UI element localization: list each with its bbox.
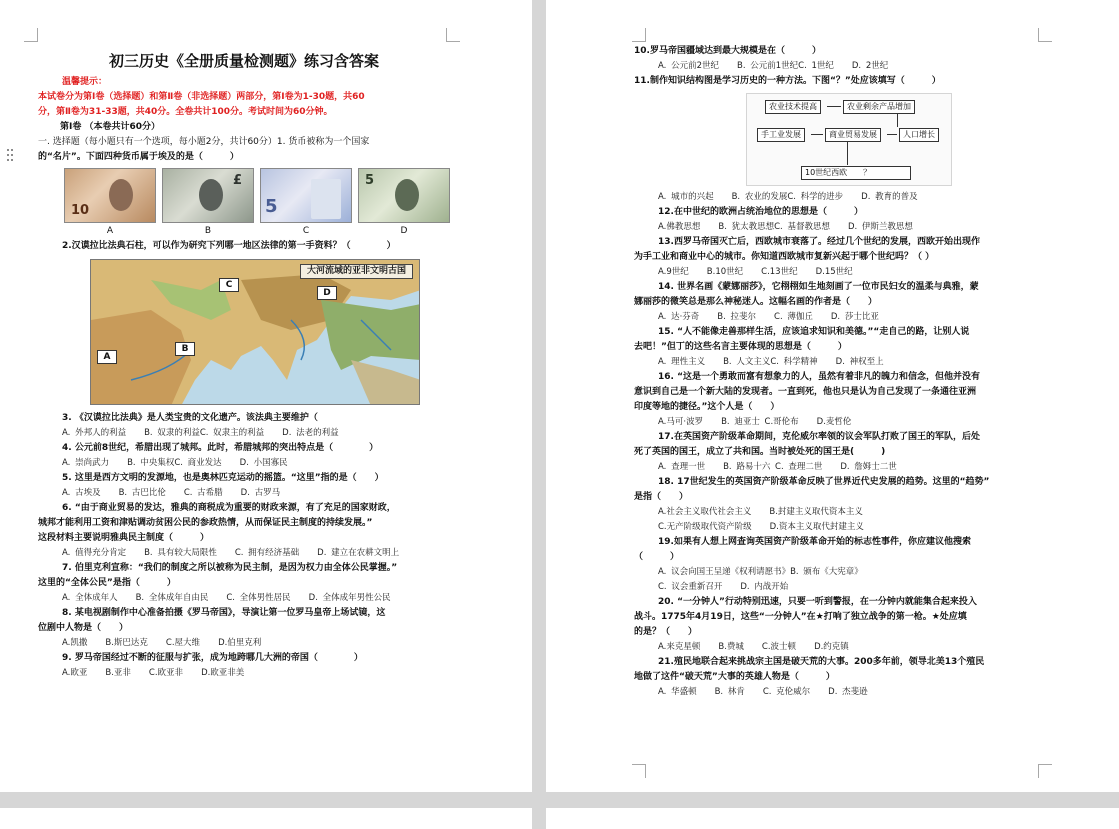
- map-terrain: [91, 260, 420, 405]
- option: B. 全体成年自由民: [135, 593, 209, 603]
- option: B. 路易十六 C. 查理二世: [723, 462, 823, 472]
- question-line: （ ）: [634, 552, 680, 562]
- left-question-list: [38, 411, 450, 681]
- diagram-box-trade: 商业贸易发展: [825, 128, 881, 142]
- option: C.无产阶级取代资产阶级: [658, 522, 752, 532]
- option: B. 犹太教思想C. 基督教思想: [718, 222, 830, 232]
- question-10-options: [634, 59, 1044, 74]
- option: B. 农业的发展C. 科学的进步: [731, 192, 844, 202]
- question-options: [634, 460, 1044, 475]
- map-label-c: C: [219, 278, 239, 292]
- crop-mark-top-right: [446, 28, 460, 42]
- question-line: 7. 伯里克利宣称：“我们的制度之所以被称为民主制，是因为权力由全体公民掌握。”: [62, 563, 398, 573]
- crop-mark-top-left: [632, 28, 646, 42]
- crop-mark-bottom-left: [632, 764, 646, 778]
- option: A. 崇尚武力: [62, 458, 110, 468]
- option: D.欧亚非美: [201, 668, 245, 678]
- warning-line: 分，第Ⅱ卷为31-33题，共40分。全卷共计100分。考试时间为60分钟。: [38, 107, 333, 117]
- document-page-left: [0, 0, 532, 792]
- option: C.13世纪: [761, 267, 798, 277]
- option: C. 全体男性居民: [226, 593, 291, 603]
- banknote-c-image: 5: [260, 168, 352, 223]
- option: B.亚非: [105, 668, 131, 678]
- question-options: [634, 415, 1044, 430]
- option: C. 拥有经济基础: [234, 548, 300, 558]
- question-line: 4. 公元前8世纪，希腊出现了城邦。此时，希腊城邦的突出特点是（ ）: [62, 443, 379, 453]
- crop-mark-bottom-right: [1038, 764, 1052, 778]
- question-1-line: 一. 选择题（每小题只有一个选项，每小题2分，共计60分）1. 货币被称为一个国家: [38, 137, 370, 147]
- map-label-b: B: [175, 342, 195, 356]
- option: B. 拉斐尔: [717, 312, 757, 322]
- option: D. 伊斯兰教思想: [847, 222, 913, 232]
- question-options: [634, 580, 1044, 595]
- question-line: 城邦才能利用工资和津贴调动贫困公民的参政热情，从而保证民主制度的持续发展。”: [38, 518, 373, 528]
- option: B. 古巴比伦: [118, 488, 166, 498]
- option: D. 全体成年男性公民: [308, 593, 391, 603]
- option: A. 外邦人的利益: [62, 428, 127, 438]
- question-line: 地做了这件“破天荒”大事的英雄人物是（ ）: [634, 672, 835, 682]
- option: A.马可·波罗: [658, 417, 704, 427]
- diagram-box-surplus: 农业剩余产品增加: [843, 100, 915, 114]
- option: A.9世纪: [658, 267, 689, 277]
- banknote-images: [38, 168, 450, 223]
- banknote-label: A: [106, 226, 114, 236]
- option: C.欧亚非: [148, 668, 184, 678]
- banknote-b-image: £: [162, 168, 254, 223]
- option: A.欧亚: [62, 668, 88, 678]
- question-line: 6. “由于商业贸易的发达，雅典的商税成为重要的财政来源，有了充足的国家财政，: [62, 503, 396, 513]
- banknote-labels: [38, 224, 450, 239]
- question-options: [634, 355, 1044, 370]
- question-options: [634, 685, 1044, 700]
- question-line: 的是？（ ）: [634, 627, 698, 637]
- banknote-label: D: [400, 226, 408, 236]
- question-line: 14. 世界名画《蒙娜丽莎》，它栩栩如生地刻画了一位市民妇女的温柔与典雅，蒙: [658, 282, 979, 292]
- ancient-civilizations-map: [90, 259, 420, 405]
- question-line: 去吧！”但丁的这些名言主要体现的思想是（ ）: [634, 342, 847, 352]
- diagram-box-result: 10世纪西欧 ？: [801, 166, 911, 180]
- question-options: [38, 456, 450, 471]
- question-options: [38, 591, 450, 606]
- option: D. 莎士比亚: [830, 312, 879, 322]
- question-options: [38, 546, 450, 561]
- question-2: 2.汉谟拉比法典石柱，可以作为研究下列哪一地区法律的第一手资料？（ ）: [62, 241, 396, 251]
- question-options: [634, 220, 1044, 235]
- map-label-d: D: [317, 286, 337, 300]
- option: A. 城市的兴起: [658, 192, 714, 202]
- option: A.佛教思想: [658, 222, 701, 232]
- question-line: 这段材料主要说明雅典民主制度（ ）: [38, 533, 210, 543]
- question-line: 意识到自己是一个新大陆的发现者。一直到死，他也只是认为自己发现了一条通往亚洲: [634, 387, 977, 397]
- section-title: 第Ⅰ卷 （本卷共计60分）: [60, 122, 161, 132]
- map-label-a: A: [97, 350, 117, 364]
- warning-heading: 温馨提示：: [62, 77, 108, 87]
- question-line: 19.如果有人想上网查询英国资产阶级革命开始的标志性事件，你应建议他搜索: [658, 537, 971, 547]
- option: D.资本主义取代封建主义: [769, 522, 864, 532]
- question-line: 9. 罗马帝国经过不断的征服与扩张，成为地跨哪几大洲的帝国（ ）: [62, 653, 363, 663]
- option: A. 查理一世: [658, 462, 706, 472]
- option: B.斯巴达克: [105, 638, 148, 648]
- option: B. 具有较大局限性: [144, 548, 217, 558]
- question-line: 3. 《汉谟拉比法典》是人类宝贵的文化遗产。该法典主要维护（: [62, 413, 318, 423]
- left-page-content: [38, 48, 450, 681]
- banknote-label: B: [204, 226, 212, 236]
- knowledge-structure-diagram: [746, 93, 952, 186]
- question-line: 这里的“全体公民”是指（ ）: [38, 578, 176, 588]
- question-options: [634, 640, 1044, 655]
- question-line: 18. 17世纪发生的英国资产阶级革命反映了世界近代史发展的趋势。这里的“趋势”: [658, 477, 990, 487]
- banknote-a-image: 10: [64, 168, 156, 223]
- question-options: [38, 486, 450, 501]
- option: A. 华盛顿: [658, 687, 697, 697]
- question-options: [634, 265, 1044, 280]
- option: C. 议会重新召开: [658, 582, 723, 592]
- option: D.麦哲伦: [816, 417, 852, 427]
- question-line: 战斗。1775年4月19日，这些“一分钟人”在★打响了独立战争的第一枪。★处应填: [634, 612, 967, 622]
- option: D. 2世纪: [851, 61, 889, 71]
- option: B. 中央集权C. 商业发达: [127, 458, 222, 468]
- banknote-label: C: [302, 226, 310, 236]
- option: B.费城: [718, 642, 744, 652]
- right-question-list: [634, 205, 1044, 700]
- option: B. 公元前1世纪C. 1世纪: [736, 61, 834, 71]
- option: B. 奴隶的利益C. 奴隶主的利益: [144, 428, 265, 438]
- diagram-box-handicraft: 手工业发展: [757, 128, 805, 142]
- question-line: 死了英国的国王，成立了共和国。当时被处死的国王是( ): [634, 447, 886, 457]
- option: C. 薄伽丘: [774, 312, 813, 322]
- document-title: 初三历史《全册质量检测题》练习含答案: [108, 52, 379, 70]
- option: C.屋大维: [165, 638, 201, 648]
- option: C. 古希腊: [183, 488, 223, 498]
- warning-line: 本试卷分为第Ⅰ卷（选择题）和第Ⅱ卷（非选择题）两部分，第Ⅰ卷为1-30题，共60: [38, 92, 365, 102]
- question-line: 8. 某电视剧制作中心准备拍摄《罗马帝国》，导演让第一位罗马皇帝上场试镜，这: [62, 608, 386, 618]
- option: D. 建立在农耕文明上: [317, 548, 400, 558]
- question-line: 17.在英国资产阶级革命期间，克伦威尔率领的议会军队打败了国王的军队，后处: [658, 432, 980, 442]
- option: A.来克星顿: [658, 642, 701, 652]
- option: D. 杰斐逊: [828, 687, 868, 697]
- banknote-d-image: 5: [358, 168, 450, 223]
- option: B. 人文主义C. 科学精神: [723, 357, 818, 367]
- question-11: 11.制作知识结构图是学习历史的一种方法。下图“？”处应该填写（ ）: [634, 76, 941, 86]
- document-page-right: [546, 0, 1119, 792]
- option: D. 内战开始: [740, 582, 789, 592]
- option: A.社会主义取代社会主义: [658, 507, 752, 517]
- option: D. 小国寡民: [239, 458, 288, 468]
- next-page-left-edge: [0, 808, 532, 829]
- option: D. 神权至上: [835, 357, 884, 367]
- option: B.10世纪: [706, 267, 744, 277]
- option: A.凯撒: [62, 638, 88, 648]
- drag-handle-icon[interactable]: [7, 149, 15, 163]
- next-page-right-edge: [546, 808, 1119, 829]
- option: A. 达·芬奇: [658, 312, 700, 322]
- crop-mark-top-left: [24, 28, 38, 42]
- question-line: 12.在中世纪的欧洲占统治地位的思想是（ ）: [658, 207, 863, 217]
- crop-mark-top-right: [1038, 28, 1052, 42]
- option: A. 议会向国王呈递《权利请愿书》B. 颁布《大宪章》: [658, 567, 863, 577]
- option: D.约克镇: [814, 642, 849, 652]
- question-line: 21.殖民地联合起来挑战宗主国是破天荒的大事。200多年前，领导北美13个殖民: [658, 657, 985, 667]
- question-line: 为手工业和商业中心的城市。你知道西欧城市复新兴起于哪个世纪吗？（ ）: [634, 252, 935, 262]
- option: D. 古罗马: [240, 488, 281, 498]
- option: D. 詹姆士二世: [840, 462, 897, 472]
- diagram-box-population: 人口增长: [899, 128, 939, 142]
- diagram-box-tech: 农业技术提高: [765, 100, 821, 114]
- option: D. 教育的普及: [861, 192, 918, 202]
- question-line: 20. “一分钟人”行动特别迅速，只要一听到警报，在一分钟内就能集合起来投入: [658, 597, 977, 607]
- question-options: [38, 426, 450, 441]
- question-line: 15. “人不能像走兽那样生活，应该追求知识和美德。”“走自己的路，让别人说: [658, 327, 970, 337]
- option: A. 理性主义: [658, 357, 706, 367]
- option: D.伯里克利: [218, 638, 262, 648]
- question-line: 13.西罗马帝国灭亡后，西欧城市衰落了。经过几个世纪的发展，西欧开始出现作: [658, 237, 980, 247]
- question-11-options: [634, 190, 1044, 205]
- option: B. 林肯: [714, 687, 745, 697]
- question-options: [634, 310, 1044, 325]
- map-title: 大河流域的亚非文明古国: [300, 264, 413, 279]
- option: C.波士顿: [761, 642, 797, 652]
- question-1-line: 的“名片”。下面四种货币属于埃及的是（ ）: [38, 152, 239, 162]
- question-options: [634, 565, 1044, 580]
- question-line: 娜丽莎的微笑总是那么神秘迷人。这幅名画的作者是（ ）: [634, 297, 878, 307]
- question-options: [634, 505, 1044, 520]
- option: D. 法老的利益: [282, 428, 339, 438]
- question-line: 5. 这里是西方文明的发源地，也是奥林匹克运动的摇篮。“这里”指的是（ ）: [62, 473, 384, 483]
- question-line: 是指（ ）: [634, 492, 689, 502]
- option: A. 公元前2世纪: [658, 61, 719, 71]
- option: A. 值得充分肯定: [62, 548, 127, 558]
- option: B. 迪亚士 C.哥伦布: [721, 417, 799, 427]
- question-line: 16. “这是一个勇敢而富有想象力的人，虽然有着非凡的魄力和信念，但他并没有: [658, 372, 980, 382]
- question-10: 10.罗马帝国疆域达到最大规模是在（ ）: [634, 46, 821, 56]
- question-options: [634, 520, 1044, 535]
- question-line: 印度等地的捷径。”这个人是（ ）: [634, 402, 780, 412]
- option: D.15世纪: [815, 267, 853, 277]
- option: B.封建主义取代资本主义: [769, 507, 863, 517]
- question-options: [38, 666, 450, 681]
- right-page-content: [634, 44, 1044, 700]
- option: C. 克伦威尔: [762, 687, 811, 697]
- option: A. 全体成年人: [62, 593, 118, 603]
- option: A. 古埃及: [62, 488, 101, 498]
- question-options: [38, 636, 450, 651]
- question-line: 位剧中人物是（ ）: [38, 623, 129, 633]
